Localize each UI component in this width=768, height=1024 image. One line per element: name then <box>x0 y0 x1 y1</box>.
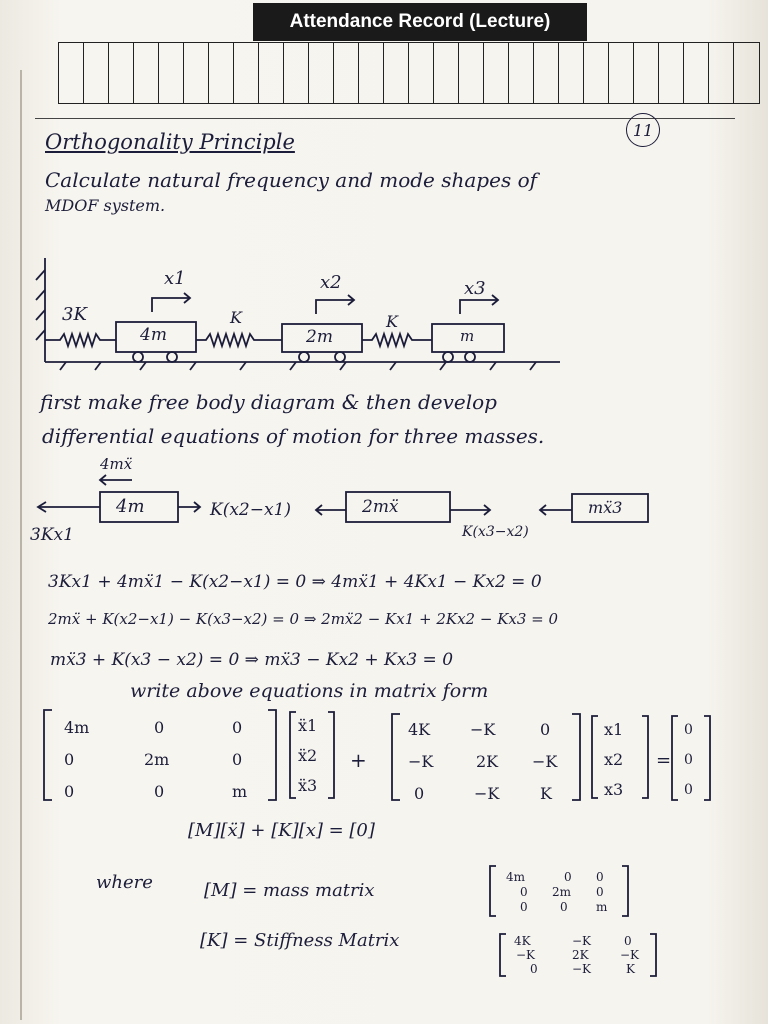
ks-32: −K <box>572 962 592 976</box>
page-title: Orthogonality Principle <box>45 130 295 154</box>
m-13: 0 <box>232 718 243 737</box>
k-12: −K <box>470 720 496 739</box>
ks-13: 0 <box>624 934 632 948</box>
matrix-heading: write above equations in matrix form <box>130 680 489 702</box>
ks-11: 4K <box>514 934 531 948</box>
equals-sign: = <box>656 750 672 771</box>
ms-13: 0 <box>596 870 604 884</box>
k-21: −K <box>408 752 434 771</box>
m-21: 0 <box>64 750 75 769</box>
k-31: 0 <box>414 784 425 803</box>
ks-12: −K <box>572 934 592 948</box>
ms-32: 0 <box>560 900 568 914</box>
disp-1: x1 <box>604 720 624 739</box>
fbd-mass-3: mẍ3 <box>588 498 623 517</box>
mass-matrix-label: [M] = mass matrix <box>204 880 375 901</box>
x3-label: x3 <box>464 278 486 299</box>
equation-3: mẍ3 + K(x3 − x2) = 0 ⇒ mẍ3 − Kx2 + Kx3 = 0 <box>50 650 454 670</box>
fbd-mass-2: 2mẍ <box>362 497 399 517</box>
acc-3: ẍ3 <box>298 776 318 795</box>
m-31: 0 <box>64 782 75 801</box>
instruction-line-2: differential equations of motion for three masses. <box>42 424 545 448</box>
ms-23: 0 <box>596 885 604 899</box>
fbd-spring-force-12: K(x2−x1) <box>210 500 292 520</box>
m-22: 2m <box>144 750 170 769</box>
disp-3: x3 <box>604 780 624 799</box>
ks-23: −K <box>620 948 640 962</box>
plus-sign: + <box>350 748 367 772</box>
fbd-spring-force-23: K(x3−x2) <box>462 524 529 540</box>
m-23: 0 <box>232 750 243 769</box>
stiffness-matrix-label: [K] = Stiffness Matrix <box>200 930 400 951</box>
compact-equation: [M][ẍ] + [K][x] = [0] <box>188 820 375 841</box>
ms-21: 0 <box>520 885 528 899</box>
ks-33: K <box>626 962 635 976</box>
ms-22: 2m <box>552 885 572 899</box>
mass-3-label: m <box>460 327 475 345</box>
spring-2-label: K <box>230 308 242 327</box>
spring-3-label: K <box>386 312 398 331</box>
m-11: 4m <box>64 718 90 737</box>
problem-line-1: Calculate natural frequency and mode shapes of <box>45 168 538 192</box>
m-32: 0 <box>154 782 165 801</box>
acc-2: ẍ2 <box>298 746 318 765</box>
disp-2: x2 <box>604 750 624 769</box>
acc-1: ẍ1 <box>298 716 318 735</box>
k-33: K <box>540 784 552 803</box>
k-13: 0 <box>540 720 551 739</box>
equation-2: 2mẍ + K(x2−x1) − K(x3−x2) = 0 ⇒ 2mẍ2 − Kx1 + 2Kx2 − Kx3 = 0 <box>48 610 559 628</box>
fbd-inertia-1: 4mẍ <box>100 455 133 473</box>
fbd-mass-1: 4m <box>116 496 145 517</box>
ks-22: 2K <box>572 948 589 962</box>
mass-1-label: 4m <box>140 325 167 345</box>
attendance-header: Attendance Record (Lecture) <box>253 3 587 41</box>
ms-11: 4m <box>506 870 526 884</box>
zero-3: 0 <box>684 782 693 798</box>
ms-33: m <box>596 900 608 914</box>
spring-1-label: 3K <box>62 304 87 325</box>
ks-21: −K <box>516 948 536 962</box>
k-23: −K <box>532 752 558 771</box>
fbd-left-force: 3Kx1 <box>30 525 74 545</box>
page-number: 11 <box>626 113 660 147</box>
ms-12: 0 <box>564 870 572 884</box>
k-11: 4K <box>408 720 431 739</box>
instruction-line-1: first make free body diagram & then develop <box>40 390 497 414</box>
k-32: −K <box>474 784 500 803</box>
zero-2: 0 <box>684 752 693 768</box>
k-22: 2K <box>476 752 499 771</box>
m-12: 0 <box>154 718 165 737</box>
x1-label: x1 <box>164 268 186 289</box>
x2-label: x2 <box>320 272 342 293</box>
mass-2-label: 2m <box>306 327 333 347</box>
m-33: m <box>232 782 248 801</box>
ms-31: 0 <box>520 900 528 914</box>
problem-line-2: MDOF system. <box>45 196 166 215</box>
equation-1: 3Kx1 + 4mẍ1 − K(x2−x1) = 0 ⇒ 4mẍ1 + 4Kx1 − Kx2 = 0 <box>48 572 542 592</box>
where-label: where <box>96 872 153 893</box>
ks-31: 0 <box>530 962 538 976</box>
zero-1: 0 <box>684 722 693 738</box>
